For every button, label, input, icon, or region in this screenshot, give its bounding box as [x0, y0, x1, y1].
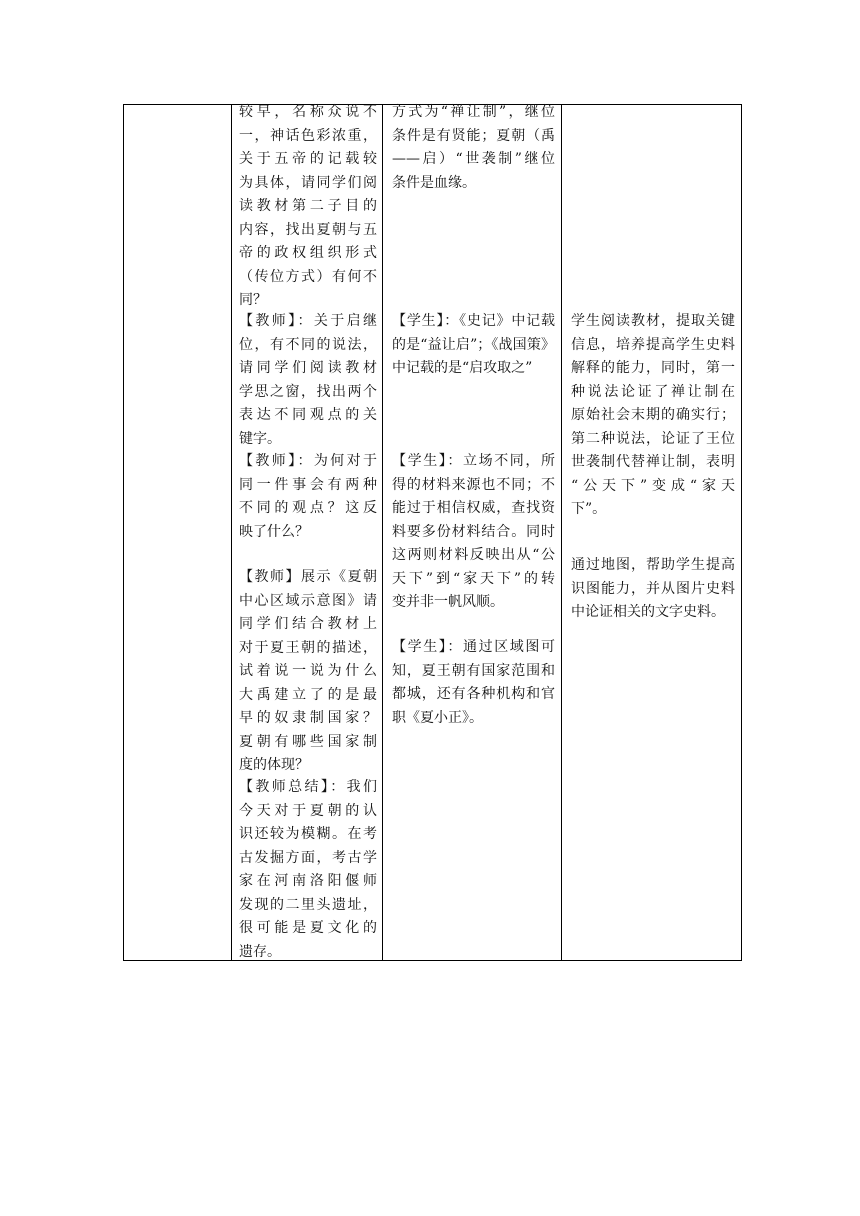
- text-line: 发现的二里头遗址，: [239, 896, 377, 913]
- text-line: 下”。: [571, 501, 607, 517]
- text-line: 表达不同观点的关: [239, 407, 377, 423]
- text-line: 【教师】：关于启继: [239, 313, 377, 329]
- text-line: 解释的能力，同时，第一: [571, 360, 735, 376]
- text-line: ——启）“世袭制”继位: [392, 151, 555, 167]
- teacher-summary: [239, 776, 377, 964]
- text-line: 读教材第二子目的: [239, 198, 377, 214]
- text-line: 【教师】展示《夏朝: [239, 569, 377, 585]
- text-line: 能过于相信权威，查找资: [392, 500, 555, 516]
- text-line: 职《夏小正》。: [392, 709, 483, 726]
- text-line: “公天下”变成“家天: [571, 477, 735, 494]
- student-activity-cell: [383, 105, 562, 961]
- text-line: 中记载的是“启攻取之”: [392, 360, 533, 376]
- text-line: 【教师】：为何对于: [239, 453, 377, 469]
- text-line: 同？: [239, 292, 267, 308]
- text-line: 通过地图，帮助学生提高: [571, 557, 735, 573]
- text-line: 都城，还有各种机构和官: [392, 686, 555, 702]
- text-line: 大禹建立了的是最: [239, 686, 377, 703]
- text-line: 映了什么？: [239, 523, 309, 540]
- text-line: 中论证相关的文字史料。: [571, 604, 725, 620]
- text-line: 家在河南洛阳偃师: [239, 873, 377, 889]
- text-line: 天下”到“家天下”的转: [392, 570, 555, 587]
- text-line: 遗存。: [239, 943, 281, 960]
- text-line: 【学生】：立场不同，所: [392, 453, 555, 469]
- text-line: 一，神话色彩浓重，: [239, 127, 377, 144]
- text-line: 料要多份材料结合。同时: [392, 523, 555, 540]
- text-line: 帝的政权组织形式: [239, 245, 377, 261]
- text-line: 为具体，请同学们阅: [239, 174, 377, 191]
- student-answer-succession-types: [392, 101, 555, 195]
- text-line: 学生阅读教材，提取关键: [571, 313, 735, 329]
- text-line: 第二种说法，论证了王位: [571, 430, 735, 447]
- text-line: 很可能是夏文化的: [239, 920, 377, 936]
- text-line: 这两则材料反映出从“公: [392, 547, 555, 563]
- student-answer-map: [392, 636, 555, 730]
- teacher-activity-cell: [232, 105, 383, 961]
- text-line: 变并非一帆风顺。: [392, 594, 504, 610]
- text-line: 关于五帝的记载较: [239, 151, 377, 167]
- text-line: 【学生】：《史记》中记载: [392, 313, 555, 329]
- text-line: 古发掘方面，考古学: [239, 849, 377, 866]
- text-line: 早的奴隶制国家？: [239, 710, 377, 726]
- text-line: 识还较为模糊。在考: [239, 826, 377, 842]
- text-line: 夏朝有哪些国家制: [239, 733, 377, 750]
- text-line: 条件是有贤能；夏朝（禹: [392, 127, 555, 144]
- text-line: 请同学们阅读教材: [239, 360, 377, 376]
- student-answer-viewpoints: [392, 450, 555, 615]
- teacher-intro-text: [239, 101, 377, 313]
- text-line: 键字。: [239, 430, 281, 447]
- teacher-question-succession: [239, 310, 377, 451]
- teacher-question-viewpoints: [239, 450, 377, 544]
- text-line: 同一件事会有两种: [239, 476, 377, 493]
- text-line: 的是“益让启”；《战国策》: [392, 336, 555, 353]
- text-line: 度的体现？: [239, 757, 309, 773]
- text-line: 识图能力，并从图片史料: [571, 580, 735, 597]
- table-row: [124, 105, 742, 961]
- text-line: 内容，找出夏朝与五: [239, 221, 377, 238]
- text-line: 种说法论证了禅让制在: [571, 383, 735, 400]
- text-line: 知，夏王朝有国家范围和: [392, 662, 555, 679]
- student-answer-sources: [392, 310, 555, 381]
- text-line: 原始社会末期的确实行；: [571, 407, 735, 423]
- text-line: 世袭制代替禅让制，表明: [571, 454, 735, 470]
- design-intent-cell: [562, 105, 742, 961]
- text-line: 同学们结合教材上: [239, 616, 377, 632]
- text-line: 得的材料来源也不同；不: [392, 476, 555, 493]
- text-line: （传位方式）有何不: [239, 268, 377, 285]
- text-line: 【学生】：通过区域图可: [392, 639, 555, 655]
- text-line: 对于夏王朝的描述，: [239, 639, 377, 656]
- text-line: 今天对于夏朝的认: [239, 802, 377, 819]
- text-line: 位，有不同的说法，: [239, 336, 377, 353]
- text-line: 学思之窗，找出两个: [239, 383, 377, 400]
- text-line: 条件是血缘。: [392, 174, 476, 191]
- design-intent-sources: [571, 310, 735, 522]
- text-line: 【教师总结】：我们: [239, 779, 377, 795]
- text-line: 方式为“禅让制”，继位: [392, 104, 555, 120]
- text-line: 试着说一说为什么: [239, 663, 377, 679]
- stage-column-cell: [124, 105, 232, 961]
- text-line: 较早，名称众说不: [239, 104, 377, 120]
- text-line: 不同的观点？这反: [239, 500, 377, 516]
- lesson-plan-table: [123, 104, 742, 961]
- text-line: 中心区域示意图》请: [239, 592, 377, 609]
- design-intent-map: [571, 554, 735, 625]
- text-line: 信息，培养提高学生史料: [571, 336, 735, 353]
- teacher-map-activity: [239, 566, 377, 778]
